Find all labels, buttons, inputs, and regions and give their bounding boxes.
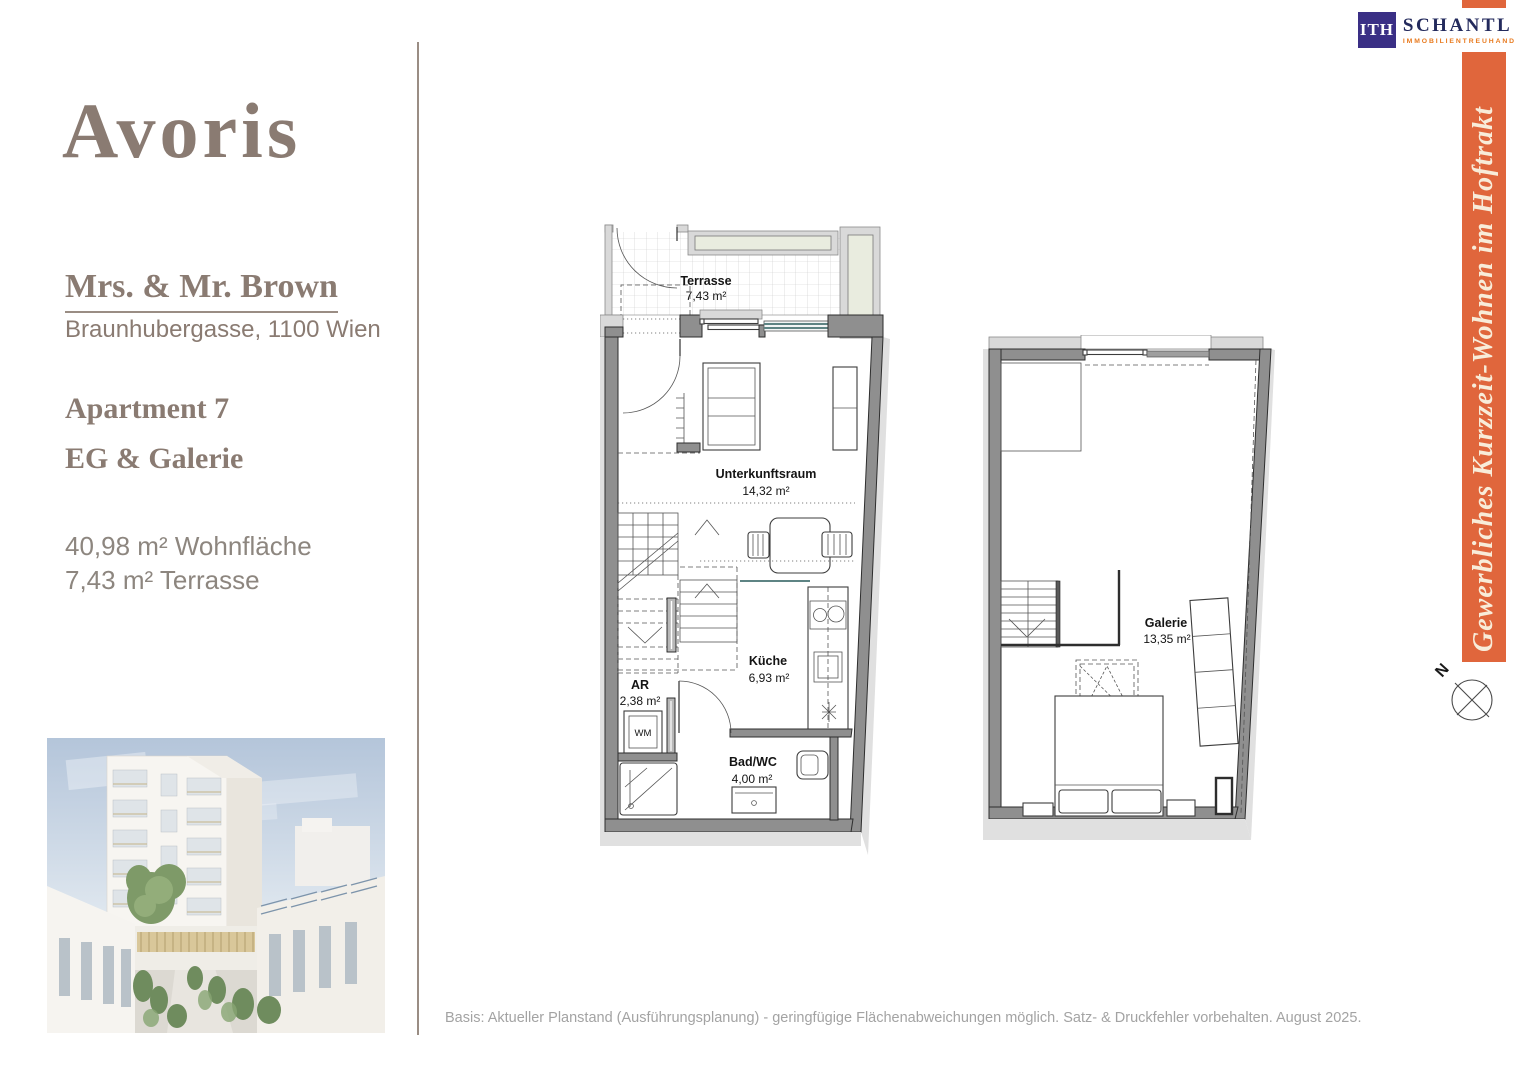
nightstand-left (1023, 803, 1053, 816)
room-label-galerie: Galerie (1144, 616, 1188, 630)
sofa (703, 363, 760, 450)
nightstand-right (1167, 800, 1195, 816)
galerie-staircase (1001, 570, 1120, 647)
compass-north-label: N (1432, 660, 1453, 681)
galerie-wardrobe (1190, 598, 1238, 746)
room-label-ar: AR (630, 678, 650, 692)
coat-rack (676, 393, 684, 443)
shaft (1216, 778, 1232, 814)
partner-logo (1358, 8, 1516, 52)
apartment-number: Apartment 7 (65, 392, 230, 425)
room-area-unterkunftsraum: 14,32 m² (742, 484, 790, 498)
living-area: 40,98 m² Wohnfläche (65, 531, 312, 561)
room-label-terrasse: Terrasse (680, 274, 732, 288)
ith-monogram: ITH (1358, 12, 1396, 48)
disclaimer-text: Basis: Aktueller Planstand (Ausführungsplanung) - geringfügige Flächenabweichungen möglich. Satz- & Druckfehler vorbehalten. August 2025. (445, 1010, 1362, 1026)
room-label-unterkunftsraum: Unterkunftsraum (715, 467, 817, 481)
eg-floorplan (600, 215, 890, 855)
terrace-area: 7,43 m² Terrasse (65, 565, 260, 595)
room-area-badwc: 4,00 m² (731, 772, 773, 786)
dining-table (748, 518, 852, 573)
kitchen-counter (808, 587, 848, 733)
entry-door-arc (623, 356, 680, 413)
room-label-badwc: Bad/WC (729, 755, 777, 769)
floor-levels: EG & Galerie (65, 442, 244, 475)
property-address: Braunhubergasse, 1100 Wien (65, 316, 381, 343)
wardrobe (833, 367, 857, 450)
room-area-galerie: 13,35 m² (1143, 632, 1191, 646)
building-render-image (47, 738, 385, 1033)
bath-door-arc (679, 681, 731, 733)
banner-text: Gewerbliches Kurzzeit-Wohnen im Hoftrakt (1468, 106, 1499, 652)
galerie-left-wall (989, 349, 1001, 819)
shower (620, 763, 677, 815)
bed (1055, 696, 1163, 816)
room-area-kueche: 6,93 m² (748, 671, 790, 685)
staircase (618, 513, 737, 673)
washing-machine (624, 711, 662, 753)
client-title: Mrs. & Mr. Brown (65, 268, 338, 313)
building-render-art (47, 738, 385, 1033)
toilet (797, 751, 828, 779)
sliding-door (702, 319, 758, 324)
bottom-wall (605, 819, 853, 832)
vertical-divider (417, 42, 419, 1035)
left-wall (605, 337, 618, 832)
svg-text:WM: WM (634, 728, 652, 739)
avoris-logo: Avoris (62, 87, 302, 174)
room-label-kueche: Küche (748, 654, 788, 668)
room-area-terrasse: 7,43 m² (685, 289, 727, 303)
void-outline (1001, 363, 1081, 451)
compass-cross (1455, 683, 1489, 717)
partner-subtitle: IMMOBILIENTREUHAND (1402, 37, 1516, 45)
galerie-floorplan (983, 335, 1275, 848)
room-area-ar: 2,38 m² (619, 694, 661, 708)
north-compass (1428, 650, 1518, 740)
washbasin (732, 787, 776, 813)
partner-name: SCHANTL (1402, 14, 1513, 36)
window (764, 321, 828, 331)
galerie-sliding-door (1085, 350, 1145, 355)
